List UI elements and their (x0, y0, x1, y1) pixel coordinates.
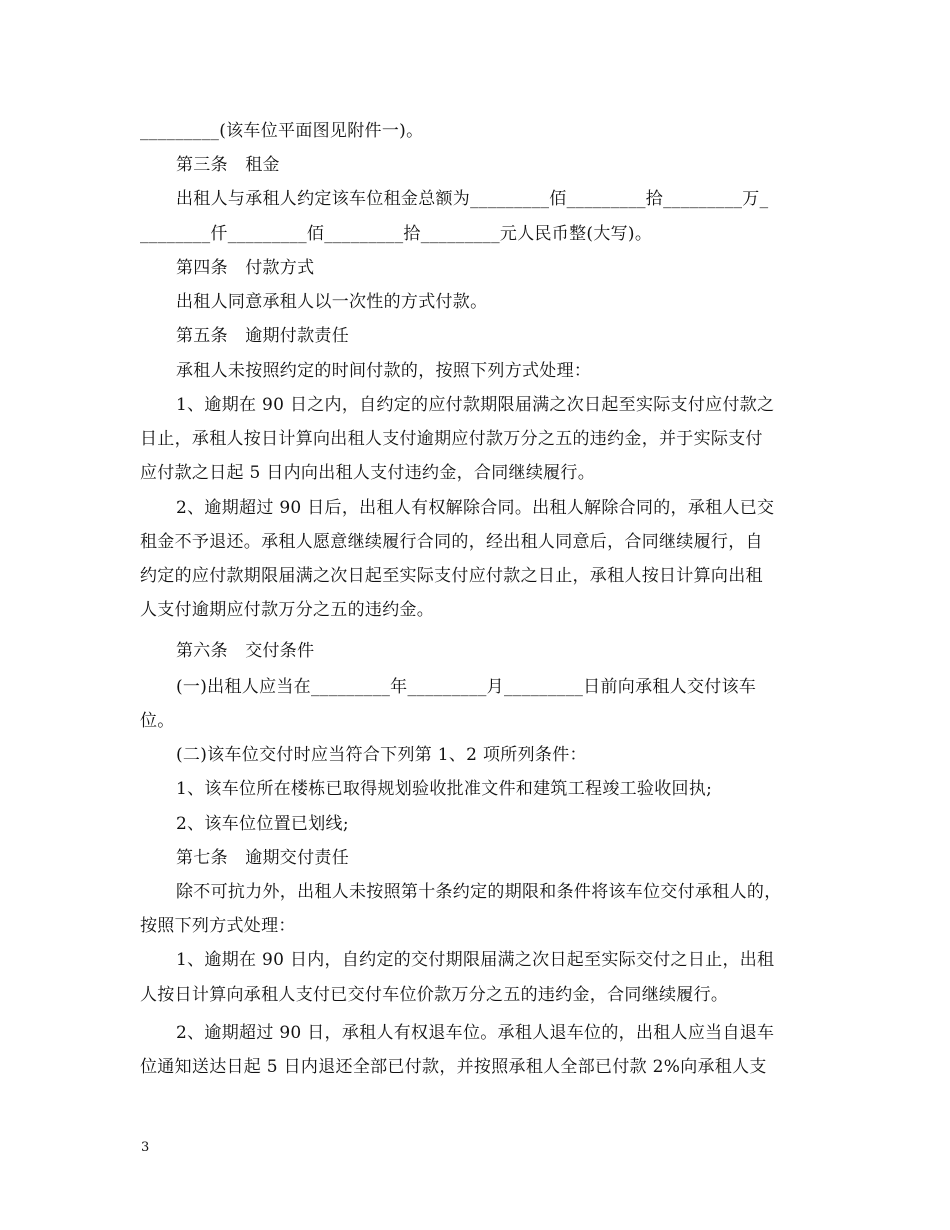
text-line: 应付款之日起 5 日内向出租人支付违约金，合同继续履行。 (140, 463, 596, 483)
text-line: (一)出租人应当在_________年_________月_________日前向承租人交付该车 (176, 677, 757, 697)
page-number: 3 (141, 1140, 150, 1155)
section-heading: 第四条 付款方式 (176, 258, 315, 278)
section-heading: 第五条 逾期付款责任 (176, 326, 349, 346)
text-line: 承租人未按照约定的时间付款的，按照下列方式处理： (176, 361, 592, 381)
text-line: (二)该车位交付时应当符合下列第 1、2 项所列条件： (176, 745, 587, 765)
text-line: 位通知送达日起 5 日内退还全部已付款，并按照承租人全部已付款 2%向承租人支 (140, 1057, 767, 1077)
text-line: 除不可抗力外，出租人未按照第十条约定的期限和条件将该车位交付承租人的， (176, 882, 782, 902)
text-line: 租金不予退还。承租人愿意继续履行合同的，经出租人同意后，合同继续履行，自 (140, 532, 763, 552)
text-line: ________仟_________佰_________拾_________元人民币整(大写)。 (140, 224, 653, 244)
text-line: 2、逾期超过 90 日，承租人有权退车位。承租人退车位的，出租人应当自退车 (176, 1023, 775, 1043)
text-line: 按照下列方式处理： (140, 916, 296, 936)
text-line: 出租人同意承租人以一次性的方式付款。 (176, 292, 488, 312)
text-line: 约定的应付款期限届满之次日起至实际支付应付款之日止，承租人按日计算向出租 (140, 566, 763, 586)
text-line: 人按日计算向承租人支付已交付车位价款万分之五的违约金，合同继续履行。 (140, 985, 729, 1005)
text-line: 1、逾期在 90 日内，自约定的交付期限届满之次日起至实际交付之日止，出租 (176, 950, 775, 970)
text-line: 位。 (140, 711, 175, 731)
text-line: 出租人与承租人约定该车位租金总额为_________佰_________拾_________万_ (176, 189, 769, 209)
section-heading: 第六条 交付条件 (176, 641, 315, 661)
text-line: 2、该车位位置已划线; (176, 814, 349, 834)
section-heading: 第三条 租金 (176, 155, 280, 175)
text-line: 人支付逾期应付款万分之五的违约金。 (140, 600, 435, 620)
text-line: 1、该车位所在楼栋已取得规划验收批准文件和建筑工程竣工验收回执; (176, 779, 713, 799)
text-line: 1、逾期在 90 日之内，自约定的应付款期限届满之次日起至实际支付应付款之 (176, 395, 775, 415)
text-line: 2、逾期超过 90 日后，出租人有权解除合同。出租人解除合同的，承租人已交 (176, 498, 775, 518)
text-line: _________(该车位平面图见附件一)。 (140, 121, 424, 141)
section-heading: 第七条 逾期交付责任 (176, 848, 349, 868)
text-line: 日止，承租人按日计算向出租人支付逾期应付款万分之五的违约金，并于实际支付 (140, 429, 763, 449)
